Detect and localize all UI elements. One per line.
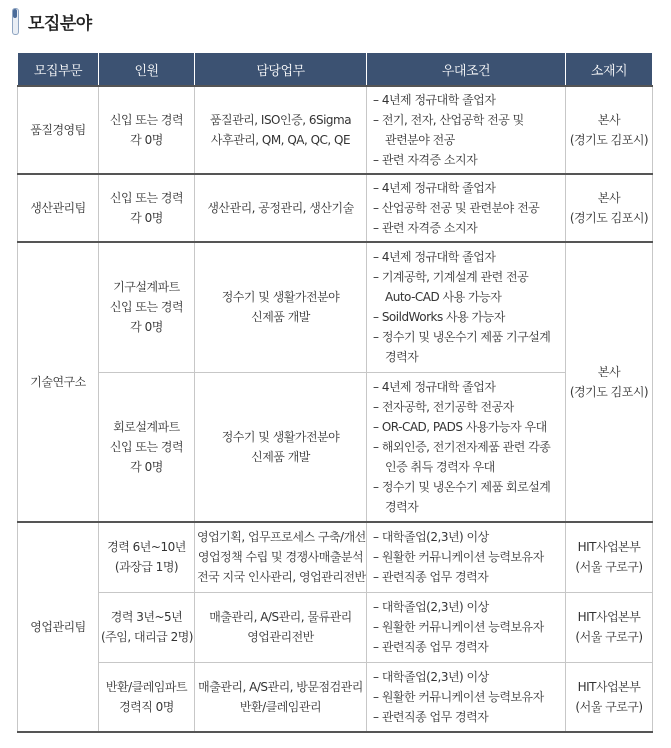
duty-cell: 정수기 및 생활가전분야 신제품 개발: [195, 242, 367, 372]
count-cell: 기구설계파트 신입 또는 경력 각 0명: [99, 242, 195, 372]
header-duty: 담당업무: [195, 53, 367, 87]
dept-cell: 품질경영팀: [18, 86, 99, 174]
count-cell: 반환/클레임파트 경력직 0명: [99, 662, 195, 732]
bookmark-icon: [10, 7, 20, 35]
count-cell: 경력 3년~5년 (주임, 대리급 2명): [99, 592, 195, 662]
header-location: 소재지: [566, 53, 653, 87]
table-row: [18, 372, 653, 522]
table-row: [18, 86, 653, 174]
header-row: [18, 53, 653, 87]
condition-cell: – 대학졸업(2,3년) 이상 – 원활한 커뮤니케이션 능력보유자 – 관련직종 업무 경력자: [367, 522, 566, 592]
condition-cell: – 4년제 정규대학 졸업자 – 기계공학, 기계설계 관련 전공 Auto-CAD 사용 가능자 – SoildWorks 사용 가능자 – 정수기 및 냉온수기 제품 기구설계 경력자: [367, 242, 566, 372]
location-cell: HIT사업본부 (서울 구로구): [566, 592, 653, 662]
count-cell: 경력 6년~10년 (과장급 1명): [99, 522, 195, 592]
page-title: 모집분야: [28, 13, 92, 34]
header-dept: 모집부문: [18, 53, 99, 87]
duty-cell: 생산관리, 공정관리, 생산기술: [195, 174, 367, 242]
condition-cell: – 4년제 정규대학 졸업자 – 전자공학, 전기공학 전공자 – OR-CAD, PADS 사용가능자 우대 – 해외인증, 전기전자제품 관련 각종 인증 취득 경력자 우대 – 정수기 및 냉온수기 제품 회로설계 경력자: [367, 372, 566, 522]
duty-cell: 정수기 및 생활가전분야 신제품 개발: [195, 372, 367, 522]
duty-cell: 품질관리, ISO인증, 6Sigma 사후관리, QM, QA, QC, QE: [195, 86, 367, 174]
location-cell: HIT사업본부 (서울 구로구): [566, 662, 653, 732]
location-cell: 본사 (경기도 김포시): [566, 86, 653, 174]
dept-cell: 기술연구소: [18, 242, 99, 522]
table-row: [18, 592, 653, 662]
table-row: [18, 242, 653, 372]
duty-cell: 영업기획, 업무프로세스 구축/개선 영업정책 수립 및 경쟁사매출분석 전국 지국 인사관리, 영업관리전반: [195, 522, 367, 592]
location-cell: 본사 (경기도 김포시): [566, 174, 653, 242]
section-title: [10, 6, 92, 36]
table-row: [18, 522, 653, 592]
condition-cell: – 4년제 정규대학 졸업자 – 산업공학 전공 및 관련분야 전공 – 관련 자격증 소지자: [367, 174, 566, 242]
duty-cell: 매출관리, A/S관리, 방문점검관리 반환/클레임관리: [195, 662, 367, 732]
dept-cell: 영업관리팀: [18, 522, 99, 732]
count-cell: 신입 또는 경력 각 0명: [99, 86, 195, 174]
condition-cell: – 4년제 정규대학 졸업자 – 전기, 전자, 산업공학 전공 및 관련분야 전공 – 관련 자격증 소지자: [367, 86, 566, 174]
table-row: [18, 662, 653, 732]
location-cell: 본사 (경기도 김포시): [566, 242, 653, 522]
header-count: 인원: [99, 53, 195, 87]
duty-cell: 매출관리, A/S관리, 물류관리 영업관리전반: [195, 592, 367, 662]
count-cell: 신입 또는 경력 각 0명: [99, 174, 195, 242]
count-cell: 회로설계파트 신입 또는 경력 각 0명: [99, 372, 195, 522]
location-cell: HIT사업본부 (서울 구로구): [566, 522, 653, 592]
header-condition: 우대조건: [367, 53, 566, 87]
table-row: [18, 174, 653, 242]
recruitment-table: [17, 52, 653, 733]
condition-cell: – 대학졸업(2,3년) 이상 – 원활한 커뮤니케이션 능력보유자 – 관련직종 업무 경력자: [367, 662, 566, 732]
dept-cell: 생산관리팀: [18, 174, 99, 242]
condition-cell: – 대학졸업(2,3년) 이상 – 원활한 커뮤니케이션 능력보유자 – 관련직종 업무 경력자: [367, 592, 566, 662]
